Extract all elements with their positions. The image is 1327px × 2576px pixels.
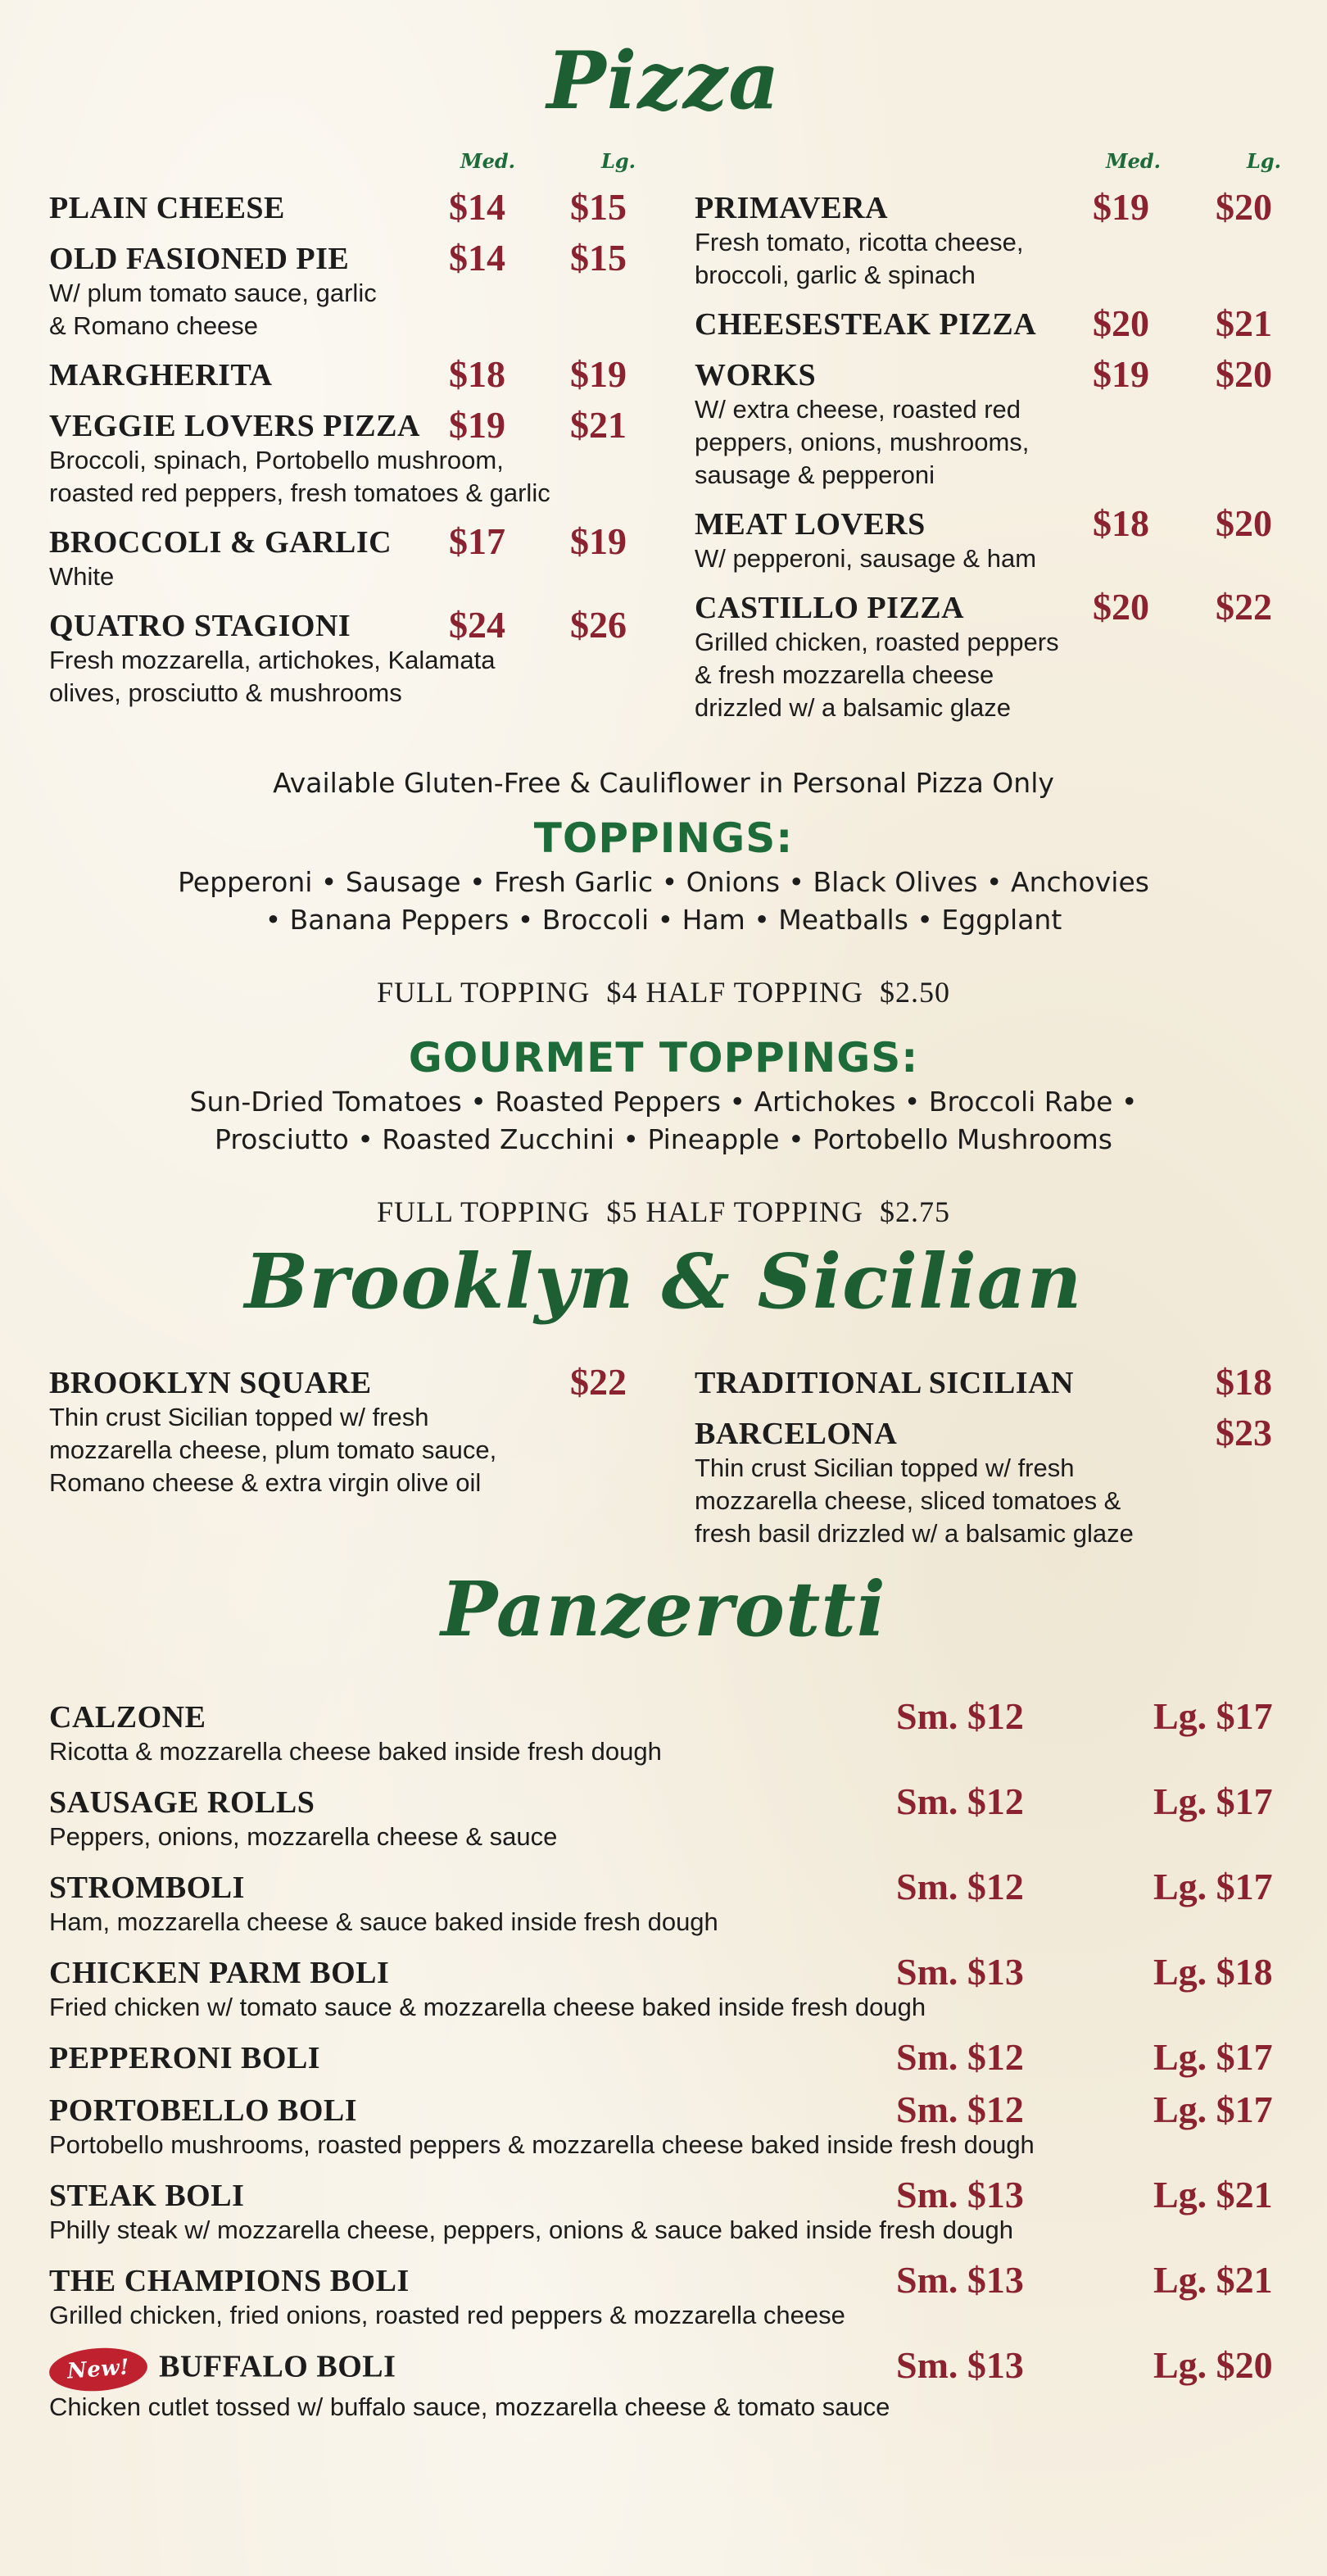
price-large: $21 bbox=[1216, 302, 1272, 344]
item-name-text: BUFFALO BOLI bbox=[159, 2349, 396, 2384]
menu-item-sausage-rolls bbox=[49, 1780, 1278, 1853]
item-name bbox=[49, 1870, 1278, 1906]
size-header-lg-right: Lg. bbox=[1247, 149, 1282, 173]
item-description: Ricotta & mozzarella cheese baked inside fresh dough bbox=[49, 1737, 662, 1766]
item-name-text: CHICKEN PARM BOLI bbox=[49, 1956, 390, 1990]
item-description: Grilled chicken, fried onions, roasted red peppers & mozzarella cheese bbox=[49, 2301, 845, 2329]
item-name-text: PEPPERONI BOLI bbox=[49, 2041, 321, 2075]
item-name: BARCELONA bbox=[695, 1417, 898, 1451]
item-description: Fresh tomato, ricotta cheese, broccoli, garlic & spinach bbox=[695, 228, 1024, 289]
price-medium: $19 bbox=[1093, 186, 1149, 228]
menu-item-primavera bbox=[695, 186, 1278, 292]
gourmet-toppings-price: FULL TOPPING $5 HALF TOPPING $2.75 bbox=[376, 1195, 951, 1228]
price-large: $20 bbox=[1216, 502, 1272, 544]
menu-item-cheesesteak-pizza bbox=[695, 302, 1278, 344]
item-description: White bbox=[49, 562, 115, 591]
item-name bbox=[49, 1785, 1278, 1821]
menu-item-brooklyn-square bbox=[49, 1361, 655, 1499]
panzerotti-title: Panzerotti bbox=[441, 1565, 886, 1653]
item-description: Thin crust Sicilian topped w/ fresh mozzarella cheese, plum tomato sauce, Romano cheese & extra virgin olive oil bbox=[49, 1403, 497, 1497]
item-name-text: STEAK BOLI bbox=[49, 2179, 245, 2213]
gourmet-line-2: Prosciutto • Roasted Zucchini • Pineapple • Portobello Mushrooms bbox=[215, 1123, 1112, 1155]
price-large: $20 bbox=[1216, 353, 1272, 395]
menu-item-portobello-boli bbox=[49, 2088, 1278, 2161]
item-name: CHEESESTEAK PIZZA bbox=[695, 307, 1037, 342]
price-small: Sm. $13 bbox=[896, 1951, 1024, 1993]
toppings-list bbox=[0, 864, 1327, 939]
item-name bbox=[49, 2093, 1278, 2129]
panzerotti-list bbox=[49, 1695, 1278, 2440]
menu-item-plain-cheese bbox=[49, 186, 655, 228]
item-description: W/ extra cheese, roasted red peppers, onions, mushrooms, sausage & pepperoni bbox=[695, 395, 1030, 489]
menu-item-veggie-lovers-pizza bbox=[49, 404, 655, 510]
item-name: MEAT LOVERS bbox=[695, 507, 926, 542]
item-description: Ham, mozzarella cheese & sauce baked inside fresh dough bbox=[49, 1907, 718, 1936]
price-small: Sm. $13 bbox=[896, 2259, 1024, 2301]
price-large: $15 bbox=[570, 186, 627, 228]
item-name: PLAIN CHEESE bbox=[49, 191, 285, 225]
item-name-text: SAUSAGE ROLLS bbox=[49, 1785, 315, 1820]
item-description: Thin crust Sicilian topped w/ fresh mozzarella cheese, sliced tomatoes & fresh basil drizzled w/ a balsamic glaze bbox=[695, 1454, 1134, 1548]
price-small: Sm. $12 bbox=[896, 2088, 1024, 2130]
item-name-text: PORTOBELLO BOLI bbox=[49, 2093, 358, 2128]
price-medium: $19 bbox=[1093, 353, 1149, 395]
item-name: BROOKLYN SQUARE bbox=[49, 1366, 372, 1400]
price-medium: $14 bbox=[449, 237, 505, 279]
item-name bbox=[49, 1955, 1278, 1991]
gourmet-line-1: Sun-Dried Tomatoes • Roasted Peppers • Artichokes • Broccoli Rabe • bbox=[189, 1086, 1138, 1118]
price-small: Sm. $13 bbox=[896, 2174, 1024, 2215]
size-header-lg-left: Lg. bbox=[601, 149, 636, 173]
price-large: $15 bbox=[570, 237, 627, 279]
price-small: Sm. $12 bbox=[896, 1695, 1024, 1737]
price-medium: $18 bbox=[1093, 502, 1149, 544]
size-header-med-right: Med. bbox=[1106, 149, 1161, 173]
menu-item-old-fasioned-pie bbox=[49, 237, 655, 342]
price-large: Lg. $20 bbox=[1153, 2344, 1273, 2386]
item-name: QUATRO STAGIONI bbox=[49, 609, 351, 643]
menu-item-pepperoni-boli bbox=[49, 2036, 1278, 2078]
item-description: Broccoli, spinach, Portobello mushroom, roasted red peppers, fresh tomatoes & garlic bbox=[49, 446, 550, 507]
menu-item-quatro-stagioni bbox=[49, 604, 655, 710]
menu-item-margherita bbox=[49, 353, 655, 395]
price-medium: $24 bbox=[449, 604, 505, 646]
item-name-text: THE CHAMPIONS BOLI bbox=[49, 2264, 410, 2298]
price-large: $19 bbox=[570, 520, 627, 562]
item-description: Grilled chicken, roasted peppers & fresh mozzarella cheese drizzled w/ a balsamic glaze bbox=[695, 628, 1059, 722]
item-price: $18 bbox=[1216, 1361, 1272, 1403]
price-large: Lg. $18 bbox=[1153, 1951, 1273, 1993]
menu-item-steak-boli bbox=[49, 2174, 1278, 2247]
item-name bbox=[49, 2348, 1278, 2391]
item-description: Philly steak w/ mozzarella cheese, peppers, onions & sauce baked inside fresh dough bbox=[49, 2215, 1013, 2244]
price-large: $19 bbox=[570, 353, 627, 395]
menu-item-castillo-pizza bbox=[695, 586, 1278, 724]
item-price: $23 bbox=[1216, 1412, 1272, 1454]
menu-item-calzone bbox=[49, 1695, 1278, 1768]
menu-item-the-champions-boli bbox=[49, 2259, 1278, 2332]
brooklyn-left-column bbox=[49, 1361, 655, 1514]
toppings-title: TOPPINGS: bbox=[533, 814, 794, 862]
gourmet-toppings-list bbox=[0, 1083, 1327, 1159]
price-small: Sm. $12 bbox=[896, 1780, 1024, 1822]
item-description: Fresh mozzarella, artichokes, Kalamata olives, prosciutto & mushrooms bbox=[49, 646, 496, 707]
pizza-title: Pizza bbox=[546, 34, 781, 127]
item-name-text: STROMBOLI bbox=[49, 1871, 245, 1905]
menu-item-buffalo-boli bbox=[49, 2344, 1278, 2424]
price-medium: $17 bbox=[449, 520, 505, 562]
new-badge: New! bbox=[48, 2345, 148, 2394]
price-medium: $19 bbox=[449, 404, 505, 446]
item-description: W/ plum tomato sauce, garlic & Romano cheese bbox=[49, 279, 377, 340]
menu-item-chicken-parm-boli bbox=[49, 1951, 1278, 2024]
price-medium: $18 bbox=[449, 353, 505, 395]
price-large: Lg. $17 bbox=[1153, 2088, 1273, 2130]
price-large: Lg. $17 bbox=[1153, 1866, 1273, 1907]
item-name: TRADITIONAL SICILIAN bbox=[695, 1366, 1074, 1400]
item-description: Fried chicken w/ tomato sauce & mozzarella cheese baked inside fresh dough bbox=[49, 1993, 926, 2021]
price-medium: $14 bbox=[449, 186, 505, 228]
price-medium: $20 bbox=[1093, 302, 1149, 344]
menu-item-stromboli bbox=[49, 1866, 1278, 1939]
item-description: Chicken cutlet tossed w/ buffalo sauce, mozzarella cheese & tomato sauce bbox=[49, 2392, 890, 2421]
price-large: $20 bbox=[1216, 186, 1272, 228]
menu-item-broccoli-garlic bbox=[49, 520, 655, 593]
menu-item-traditional-sicilian bbox=[695, 1361, 1278, 1403]
item-description: W/ pepperoni, sausage & ham bbox=[695, 544, 1037, 573]
price-large: $26 bbox=[570, 604, 627, 646]
price-small: Sm. $12 bbox=[896, 1866, 1024, 1907]
brooklyn-title: Brooklyn & Sicilian bbox=[244, 1237, 1083, 1326]
size-header-med-left: Med. bbox=[460, 149, 515, 173]
menu-item-barcelona bbox=[695, 1412, 1278, 1550]
price-large: Lg. $17 bbox=[1153, 1780, 1273, 1822]
price-large: Lg. $21 bbox=[1153, 2174, 1273, 2215]
toppings-price: FULL TOPPING $4 HALF TOPPING $2.50 bbox=[376, 976, 951, 1009]
item-name: MARGHERITA bbox=[49, 358, 273, 392]
price-large: Lg. $21 bbox=[1153, 2259, 1273, 2301]
item-name-text: CALZONE bbox=[49, 1700, 206, 1735]
item-name bbox=[49, 2040, 1278, 2076]
item-name: OLD FASIONED PIE bbox=[49, 242, 350, 276]
brooklyn-right-column bbox=[695, 1361, 1278, 1565]
item-name: VEGGIE LOVERS PIZZA bbox=[49, 409, 420, 443]
item-name: CASTILLO PIZZA bbox=[695, 591, 965, 625]
toppings-line-1: Pepperoni • Sausage • Fresh Garlic • Onions • Black Olives • Anchovies bbox=[178, 866, 1149, 898]
item-description: Peppers, onions, mozzarella cheese & sauce bbox=[49, 1822, 558, 1851]
menu-item-works bbox=[695, 353, 1278, 492]
item-name bbox=[49, 1699, 1278, 1735]
price-large: $21 bbox=[570, 404, 627, 446]
price-medium: $20 bbox=[1093, 586, 1149, 628]
toppings-line-2: • Banana Peppers • Broccoli • Ham • Meatballs • Eggplant bbox=[265, 904, 1062, 936]
pizza-left-column bbox=[49, 186, 655, 724]
item-description: Portobello mushrooms, roasted peppers & mozzarella cheese baked inside fresh dough bbox=[49, 2130, 1035, 2159]
price-large: Lg. $17 bbox=[1153, 1695, 1273, 1737]
gluten-free-note: Available Gluten-Free & Cauliflower in Personal Pizza Only bbox=[273, 767, 1054, 799]
item-name bbox=[49, 2263, 1278, 2299]
price-small: Sm. $13 bbox=[896, 2344, 1024, 2386]
item-name: BROCCOLI & GARLIC bbox=[49, 525, 392, 560]
price-large: $22 bbox=[1216, 586, 1272, 628]
pizza-right-column bbox=[695, 186, 1278, 739]
price-small: Sm. $12 bbox=[896, 2036, 1024, 2078]
item-name bbox=[49, 2178, 1278, 2214]
item-price: $22 bbox=[570, 1361, 627, 1403]
gourmet-toppings-title: GOURMET TOPPINGS: bbox=[408, 1034, 919, 1082]
item-name: PRIMAVERA bbox=[695, 191, 889, 225]
item-name: WORKS bbox=[695, 358, 817, 392]
price-large: Lg. $17 bbox=[1153, 2036, 1273, 2078]
menu-item-meat-lovers bbox=[695, 502, 1278, 575]
